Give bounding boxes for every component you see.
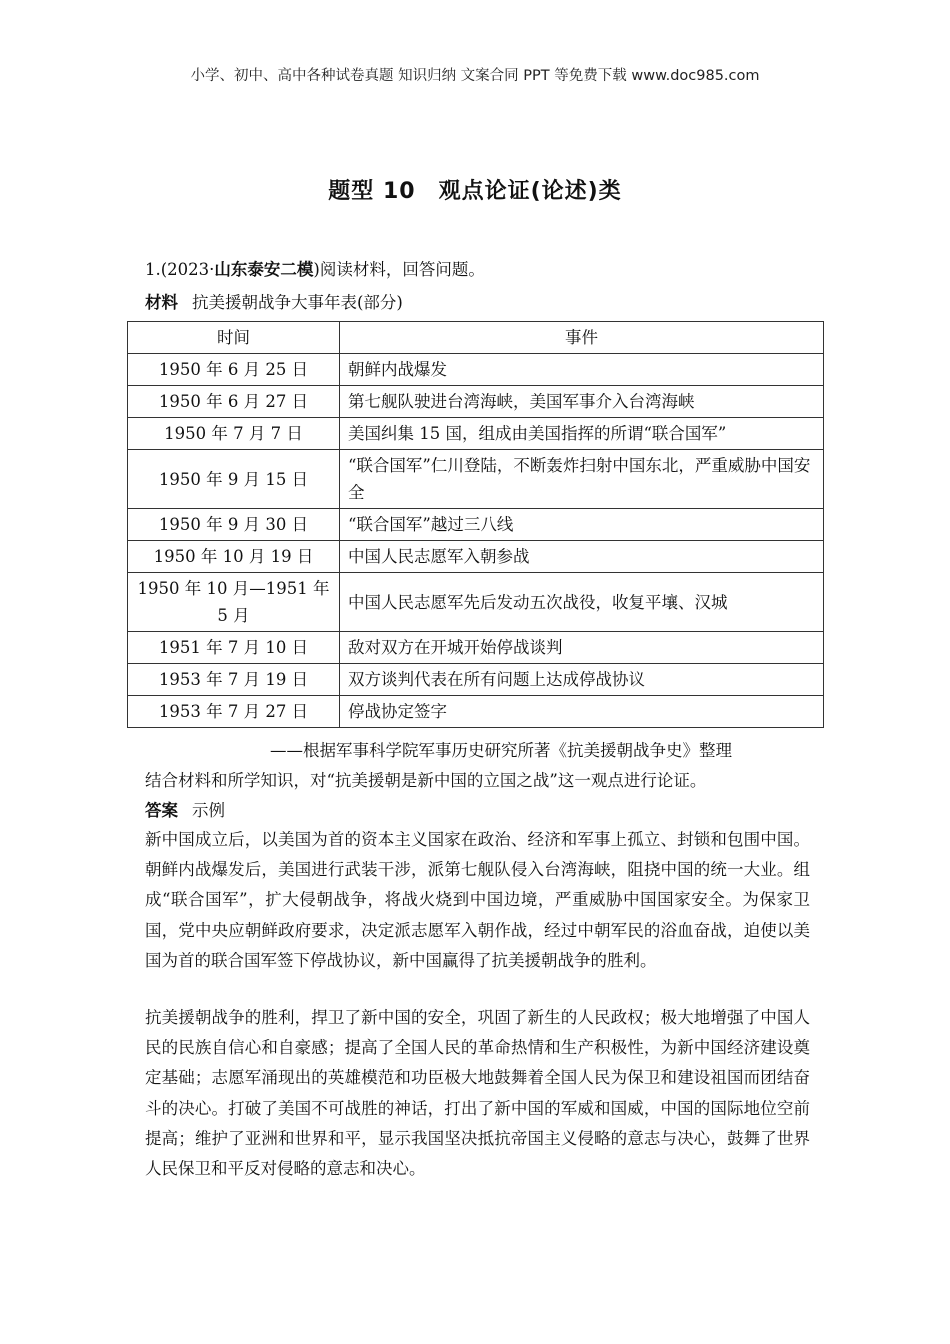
row-event: 中国人民志愿军入朝参战 (340, 541, 824, 573)
table-row (128, 696, 824, 728)
question-prefix: 1.(2023· (145, 260, 215, 279)
row-event: “联合国军”仁川登陆，不断轰炸扫射中国东北，严重威胁中国安全 (340, 450, 824, 509)
table-row (128, 664, 824, 696)
row-event: 中国人民志愿军先后发动五次战役，收复平壤、汉城 (340, 573, 824, 632)
row-event: 敌对双方在开城开始停战谈判 (340, 632, 824, 664)
row-time: 1950 年 9 月 15 日 (128, 450, 340, 509)
answer-line (145, 797, 225, 821)
row-time: 1950 年 10 月 19 日 (128, 541, 340, 573)
row-event: 双方谈判代表在所有问题上达成停战协议 (340, 664, 824, 696)
answer-sub: 示例 (192, 801, 225, 820)
header-event: 事件 (340, 322, 824, 354)
table-header-row (128, 322, 824, 354)
answer-paragraph-1: 新中国成立后，以美国为首的资本主义国家在政治、经济和军事上孤立、封锁和包围中国。朝鲜内战爆发后，美国进行武装干涉，派第七舰队侵入台湾海峡，阻挠中国的统一大业。组成“联合国军”，扩大侵朝战争，将战火烧到中国边境，严重威胁中国国家安全。为保家卫国，党中央应朝鲜政府要求，决定派志愿军入朝作战，经过中朝军民的浴血奋战，迫使以美国为首的联合国军签下停战协议，新中国赢得了抗美援朝战争的胜利。 (145, 830, 810, 970)
answer-label: 答案 (145, 801, 178, 820)
row-event: 停战协定签字 (340, 696, 824, 728)
table-row (128, 632, 824, 664)
row-event: “联合国军”越过三八线 (340, 509, 824, 541)
material-caption: 抗美援朝战争大事年表(部分) (192, 293, 403, 312)
row-time: 1950 年 10 月—1951 年 5 月 (128, 573, 340, 632)
row-event: 美国纠集 15 国，组成由美国指挥的所谓“联合国军” (340, 418, 824, 450)
page-title: 题型 10 观点论证(论述)类 (328, 179, 622, 204)
material-label: 材料 (145, 293, 178, 312)
page-header: 小学、初中、高中各种试卷真题 知识归纳 文案合同 PPT 等免费下载 www.doc985.com (190, 68, 760, 84)
question-suffix: )阅读材料，回答问题。 (313, 260, 485, 279)
row-time: 1951 年 7 月 10 日 (128, 632, 340, 664)
row-event: 第七舰队驶进台湾海峡，美国军事介入台湾海峡 (340, 386, 824, 418)
table-row (128, 386, 824, 418)
row-time: 1953 年 7 月 19 日 (128, 664, 340, 696)
table-row (128, 450, 824, 509)
table-row (128, 541, 824, 573)
row-time: 1950 年 6 月 27 日 (128, 386, 340, 418)
table-row (128, 509, 824, 541)
material-line (145, 289, 403, 313)
table-row (128, 573, 824, 632)
row-time: 1950 年 9 月 30 日 (128, 509, 340, 541)
row-time: 1950 年 6 月 25 日 (128, 354, 340, 386)
table-row (128, 354, 824, 386)
question-source: 山东泰安二模 (214, 260, 314, 279)
row-time: 1953 年 7 月 27 日 (128, 696, 340, 728)
task-prompt: 结合材料和所学知识，对“抗美援朝是新中国的立国之战”这一观点进行论证。 (145, 771, 707, 790)
answer-paragraph-2: 抗美援朝战争的胜利，捍卫了新中国的安全，巩固了新生的人民政权；极大地增强了中国人民的民族自信心和自豪感；提高了全国人民的革命热情和生产积极性，为新中国经济建设奠定基础；志愿军涌现出的英雄模范和功臣极大地鼓舞着全国人民为保卫和建设祖国而团结奋斗的决心。打破了美国不可战胜的神话，打出了新中国的军威和国威，中国的国际地位空前提高；维护了亚洲和世界和平，显示我国坚决抵抗帝国主义侵略的意志与决心，鼓舞了世界人民保卫和平反对侵略的意志和决心。 (145, 1008, 810, 1179)
header-time: 时间 (128, 322, 340, 354)
row-event: 朝鲜内战爆发 (340, 354, 824, 386)
source-citation: ——根据军事科学院军事历史研究所著《抗美援朝战争史》整理 (270, 741, 732, 760)
question-line (145, 256, 485, 280)
table-row (128, 418, 824, 450)
row-time: 1950 年 7 月 7 日 (128, 418, 340, 450)
events-table (127, 321, 824, 728)
